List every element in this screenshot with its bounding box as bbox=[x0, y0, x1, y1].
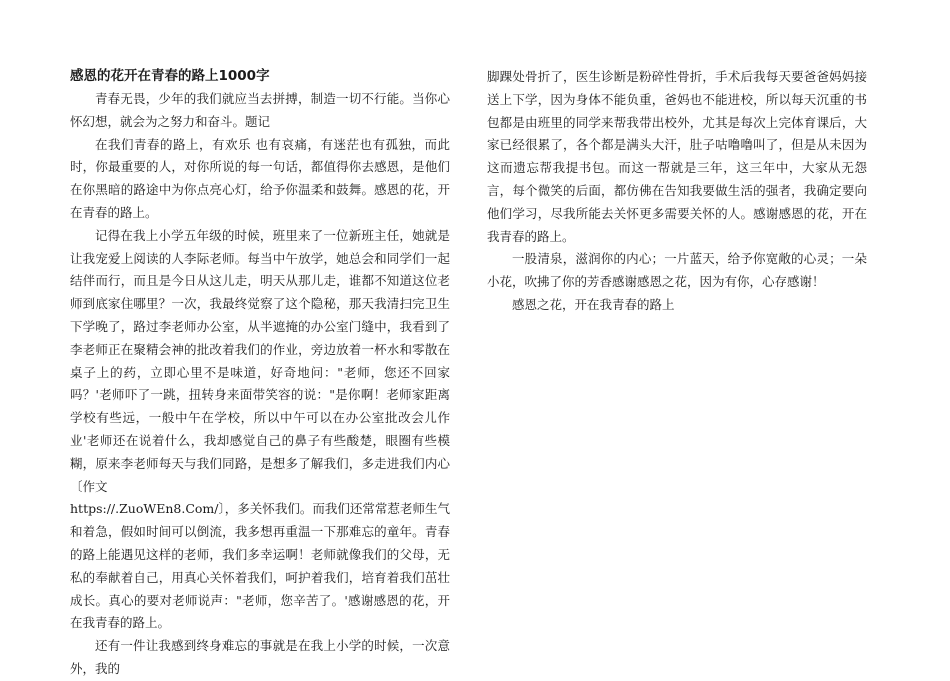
paragraph-final-line: 感恩之花，开在我青春的路上 bbox=[512, 296, 675, 312]
paragraph-teacher-story-cont: https://.ZuoWEn8.Com/〕，多关怀我们。而我们还常常惹老师生气和着急，假如时间可以倒流，我多想再重温一下那难忘的童年。青春的路上能遇见这样的老师，我们多幸运啊！老师就像我们的父母，无私的奉献着自己，用真心关怀着我们，呵护着我们，培育着我们茁壮成长。真心的要对老师说声："老师，您辛苦了。'感谢感恩的花，开在我青春的路上。 bbox=[70, 501, 450, 631]
paragraph-teacher-story: 记得在我上小学五年级的时候，班里来了一位新班主任，她就是让我宠爱上阅读的人李际老师。每当中午放学，她总会和同学们一起结伴而行，而且是今日从这儿走，明天从那儿走，谁都不知道这位老师到底家住哪里？一次，我最终觉察了这个隐秘，那天我清扫完卫生下学晚了，路过李老师办公室，从半遮掩的办公室门缝中，我看到了李老师正在聚精会神的批改着我们的作业，旁边放着一杯水和零散在桌子上的药，立即心里不是味道，好奇地问："老师，您还不回家吗？'老师吓了一跳，扭转身来面带笑容的说："是你啊！老师家距离学校有些远，一般中午在学校，所以中午可以在办公室批改会儿作业'老师还在说着什么，我却感觉自己的鼻子有些酸楚，眼圈有些模糊，原来李老师每天与我们同路，是想多了解我们，多走进我们内心〔作文 bbox=[70, 227, 450, 494]
paragraph-intro: 在我们青春的路上，有欢乐 也有哀痛，有迷茫也有孤独，而此时，你最重要的人，对你所说的每一句话，都值得你去感恩，是他们在你黑暗的路途中为你点亮心灯，给予你温柔和鼓舞。感恩的花，开在青春的路上。 bbox=[70, 136, 450, 220]
paragraph-epigraph: 青春无畏，少年的我们就应当去拼搏，制造一切不行能。当你心怀幻想，就会为之努力和奋斗。题记 bbox=[70, 91, 450, 129]
document-title: 感恩的花开在青春的路上1000字 bbox=[70, 68, 270, 84]
left-column bbox=[70, 66, 450, 681]
paragraph-injury-start: 还有一件让我感到终身难忘的事就是在我上小学的时候，一次意外，我的 bbox=[70, 638, 450, 676]
right-column bbox=[487, 66, 867, 317]
paragraph-injury-cont: 脚踝处骨折了，医生诊断是粉碎性骨折，手术后我每天要爸爸妈妈接送上下学，因为身体不能负重，爸妈也不能进校，所以每天沉重的书包都是由班里的同学来帮我带出校外，尤其是每次上完体育课后，大家已经很累了，各个都是满头大汗，肚子咕噜噜叫了，但是从未因为这而遗忘帮我提书包。而这一帮就是三年，这三年中，大家从无怨言，每个微笑的后面，都仿佛在告知我要做生活的强者，我确定要向他们学习，尽我所能去关怀更多需要关怀的人。感谢感恩的花，开在我青春的路上。 bbox=[487, 69, 867, 244]
paragraph-closing: 一股清泉，滋润你的内心；一片蓝天，给予你宽敞的心灵；一朵小花，吹拂了你的芳香感谢感恩之花，因为有你，心存感谢！ bbox=[487, 251, 867, 290]
